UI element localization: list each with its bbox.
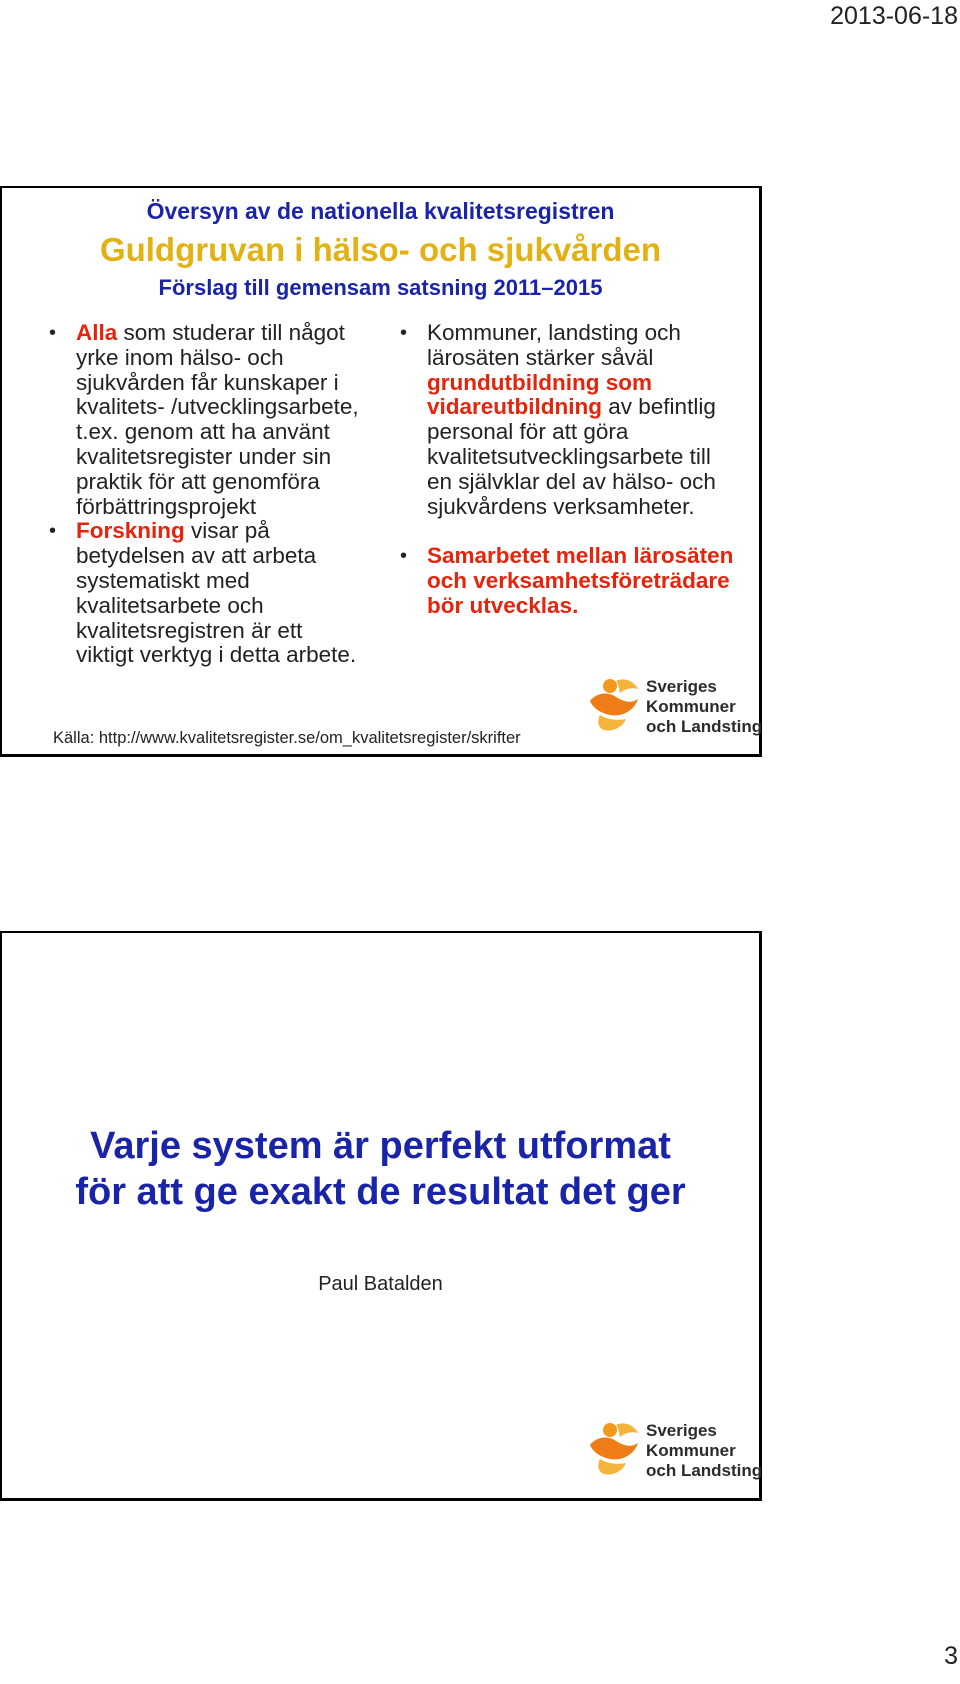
logo-line: och Landsting xyxy=(646,717,763,736)
quote xyxy=(2,1123,759,1215)
slide-1-headline: Guldgruvan i hälso- och sjukvården xyxy=(99,231,662,268)
quote-author: Paul Batalden xyxy=(318,1273,443,1295)
quote-line: Varje system är perfekt utformat xyxy=(90,1125,671,1167)
logo-line: Sveriges xyxy=(646,1421,717,1440)
right-column xyxy=(400,320,737,619)
slide-1-title: Översyn av de nationella kvalitetsregistren xyxy=(146,198,615,224)
skl-logo xyxy=(586,673,763,738)
source-link[interactable]: Källa: http://www.kvalitetsregister.se/om_kvalitetsregister/skrifter xyxy=(53,729,521,747)
logo-line: Sveriges xyxy=(646,677,717,696)
skl-emblem-icon xyxy=(586,673,644,733)
bullet-marker: • xyxy=(49,520,57,543)
logo-line: Kommuner xyxy=(646,1441,736,1460)
bullet-marker: • xyxy=(49,322,57,344)
left-column xyxy=(49,320,366,668)
bullet-emphasis: Samarbetet mellan lärosäten och verksamhetsföreträdare bör utvecklas. xyxy=(427,543,734,618)
bullet-text: Kommuner, landsting och lärosäten stärker såväl xyxy=(427,320,681,370)
quote-line: för att ge exakt de resultat det ger xyxy=(75,1171,686,1213)
page-number: 3 xyxy=(944,1642,958,1670)
logo-line: och Landsting xyxy=(646,1461,763,1480)
print-date: 2013-06-18 xyxy=(830,2,958,30)
skl-emblem-icon xyxy=(586,1417,644,1477)
bullet-item xyxy=(400,543,737,618)
skl-logo-text xyxy=(646,677,762,737)
slide-1-subtitle: Förslag till gemensam satsning 2011–2015 xyxy=(158,275,603,300)
logo-line: Kommuner xyxy=(646,697,736,716)
slide-1 xyxy=(0,186,762,757)
skl-logo xyxy=(586,1417,763,1482)
bullet-text: som studerar till något yrke inom hälso- och sjukvården får kunskaper i kvalitets- /utvecklingsarbete, t.ex. genom att ha använt kvalitetsregister under sin praktik för att genomföra förbättringsprojekt xyxy=(76,320,359,519)
bullet-text: visar på betydelsen av att arbeta systematiskt med kvalitetsarbete och kvalitetsregistren är ett viktigt verktyg i detta arbete. xyxy=(76,518,357,668)
bullet-text: av befintlig personal för att göra kvalitetsutvecklingsarbete till en självklar del av hälso- och sjukvårdens verksamheter. xyxy=(427,394,716,519)
slide-2 xyxy=(0,931,762,1501)
skl-logo-text xyxy=(646,1421,762,1481)
bullet-emphasis: Alla xyxy=(76,320,118,345)
bullet-item xyxy=(49,518,366,668)
bullet-emphasis: grundutbildning som vidareutbildning xyxy=(427,369,652,420)
bullet-marker: • xyxy=(400,545,408,568)
bullet-item xyxy=(400,320,737,519)
bullet-marker: • xyxy=(400,322,408,344)
bullet-emphasis: Forskning xyxy=(76,518,185,544)
bullet-item xyxy=(49,320,366,519)
